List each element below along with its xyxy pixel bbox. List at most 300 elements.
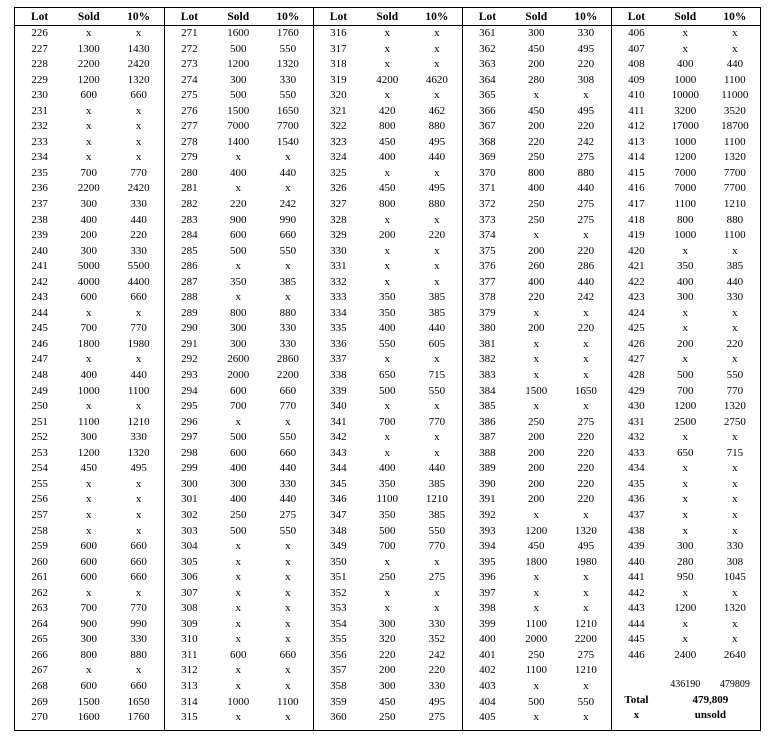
column-header-row: [15, 8, 164, 26]
lot-number-cell: 268: [31, 679, 48, 692]
sold-price-cell: 600: [80, 540, 97, 553]
lot-number-cell: 338: [330, 369, 347, 382]
table-row: [612, 104, 760, 120]
sold-price-cell: x: [682, 617, 688, 630]
table-row: [165, 648, 313, 664]
lot-number-cell: 425: [628, 322, 645, 335]
pct-cell: x: [285, 617, 291, 630]
table-row: [314, 384, 462, 400]
lot-number-cell: 274: [181, 73, 198, 86]
lot-number-cell: 435: [628, 477, 645, 490]
lot-number-cell: 394: [479, 540, 496, 553]
table-row: [612, 26, 760, 42]
sold-price-cell: x: [235, 679, 241, 692]
sold-price-cell: 250: [527, 151, 545, 164]
sold-price-cell: 900: [229, 213, 247, 226]
pct-cell: 1210: [425, 493, 448, 506]
pct-cell: 440: [279, 493, 297, 506]
table-row: [165, 663, 313, 679]
lot-number-cell: 344: [330, 462, 347, 475]
sold-price-cell: 550: [378, 337, 396, 350]
table-row: [314, 119, 462, 135]
lot-number-cell: 290: [181, 322, 198, 335]
sold-price-cell: 220: [378, 648, 396, 661]
sold-price-cell: 1800: [525, 555, 548, 568]
table-row: [463, 570, 611, 586]
table-row: [165, 321, 313, 337]
lot-number-cell: 284: [181, 229, 198, 242]
lot-number-cell: 294: [181, 384, 198, 397]
sold-price-cell: 300: [229, 477, 247, 490]
header-pct: 10%: [574, 11, 598, 23]
lot-number-cell: 319: [330, 73, 347, 86]
pct-cell: x: [135, 135, 142, 148]
lot-number-cell: 427: [628, 353, 645, 366]
lot-number-cell: 365: [479, 89, 496, 102]
sold-price-cell: x: [682, 306, 688, 319]
lot-number-cell: 250: [31, 400, 48, 413]
pct-cell: 1210: [127, 415, 150, 428]
table-row: [15, 290, 164, 306]
sold-price-cell: 800: [229, 306, 247, 319]
pct-cell: 330: [130, 244, 147, 257]
pct-cell: 385: [726, 260, 744, 273]
table-row: [612, 461, 760, 477]
table-row: [15, 461, 164, 477]
header-sold: Sold: [77, 11, 100, 23]
pct-cell: 1650: [127, 695, 150, 708]
sold-price-cell: 250: [229, 508, 247, 521]
table-row: [612, 430, 760, 446]
pct-cell: 660: [279, 384, 297, 397]
pct-cell: 275: [577, 198, 595, 211]
table-row: [15, 555, 164, 571]
sold-price-cell: 1100: [525, 617, 548, 630]
sold-price-cell: 1200: [674, 400, 697, 413]
table-row: [612, 73, 760, 89]
header-pct: 10%: [723, 11, 747, 23]
pct-cell: 660: [130, 89, 147, 102]
pct-cell: x: [285, 602, 291, 615]
table-row: [15, 632, 164, 648]
sold-price-cell: x: [533, 602, 539, 615]
lot-number-cell: 416: [628, 182, 645, 195]
pct-cell: 1760: [127, 711, 150, 724]
sold-price-cell: 1500: [227, 104, 250, 117]
table-row: [612, 524, 760, 540]
sold-price-cell: 700: [378, 540, 396, 553]
table-row: [314, 617, 462, 633]
sold-sum: 436190: [670, 679, 701, 691]
table-row: [463, 197, 611, 213]
lot-number-cell: 363: [479, 58, 496, 71]
lot-number-cell: 367: [479, 120, 496, 133]
table-row: [463, 228, 611, 244]
pct-cell: 440: [428, 462, 446, 475]
lot-number-cell: 389: [479, 462, 496, 475]
lot-number-cell: 252: [31, 431, 48, 444]
table-row: [314, 632, 462, 648]
table-row: [463, 275, 611, 291]
pct-cell: 220: [577, 244, 595, 257]
sold-price-cell: 650: [378, 369, 396, 382]
sold-price-cell: 300: [80, 633, 97, 646]
table-row: [15, 446, 164, 462]
pct-cell: 660: [130, 679, 147, 692]
lot-number-cell: 286: [181, 260, 198, 273]
lot-number-cell: 383: [479, 369, 496, 382]
table-row: [612, 57, 760, 73]
sold-price-cell: 500: [229, 42, 247, 55]
pct-cell: x: [135, 493, 142, 506]
table-row: [463, 166, 611, 182]
pct-cell: x: [434, 89, 440, 102]
lot-number-cell: 349: [330, 540, 347, 553]
table-row: [463, 695, 611, 711]
pct-cell: x: [732, 633, 738, 646]
table-row: [612, 42, 760, 58]
sold-price-cell: 10000: [671, 89, 699, 102]
table-row: [165, 352, 313, 368]
pct-cell: 550: [726, 369, 744, 382]
pct-cell: x: [135, 306, 142, 319]
sold-price-cell: 1000: [674, 229, 697, 242]
sold-price-cell: 700: [676, 384, 694, 397]
table-row: [463, 632, 611, 648]
sold-price-cell: 1600: [227, 27, 250, 39]
lot-number-cell: 289: [181, 306, 198, 319]
pct-cell: x: [732, 42, 738, 55]
lot-number-cell: 292: [181, 353, 198, 366]
pct-cell: 2640: [723, 648, 746, 661]
sold-price-cell: 2400: [674, 648, 697, 661]
pct-cell: 1430: [127, 42, 150, 55]
table-row: [15, 73, 164, 89]
sold-price-cell: 350: [229, 275, 247, 288]
header-lot: Lot: [180, 11, 199, 23]
pct-cell: 550: [279, 89, 297, 102]
table-row: [15, 119, 164, 135]
lot-number-cell: 336: [330, 337, 347, 350]
sold-price-cell: 500: [527, 695, 545, 708]
table-row: [612, 586, 760, 602]
lot-number-cell: 373: [479, 213, 496, 226]
pct-cell: x: [135, 120, 142, 133]
sold-price-cell: 1100: [674, 198, 697, 211]
table-row: [165, 679, 313, 695]
pct-cell: x: [135, 151, 142, 164]
table-row: [314, 135, 462, 151]
sold-price-cell: x: [682, 586, 688, 599]
lot-number-cell: 328: [330, 213, 347, 226]
pct-cell: 880: [428, 120, 446, 133]
pct-cell: 550: [577, 695, 595, 708]
table-row: [314, 88, 462, 104]
sold-price-cell: 1400: [227, 135, 250, 148]
pct-cell: 770: [130, 602, 147, 615]
table-row: [165, 228, 313, 244]
pct-cell: 1100: [724, 73, 746, 86]
column-header-row: [165, 8, 313, 26]
sold-price-cell: x: [85, 135, 92, 148]
lot-number-cell: 270: [31, 711, 48, 724]
sold-price-cell: 320: [378, 633, 396, 646]
lot-number-cell: 235: [31, 166, 48, 179]
pct-cell: x: [583, 353, 589, 366]
pct-cell: 770: [726, 384, 744, 397]
pct-cell: x: [285, 415, 291, 428]
table-row: [15, 384, 164, 400]
table-row: [463, 306, 611, 322]
sold-price-cell: x: [682, 322, 688, 335]
lot-number-cell: 374: [479, 229, 496, 242]
table-row: [15, 477, 164, 493]
table-row: [15, 135, 164, 151]
sold-price-cell: 2200: [77, 182, 100, 195]
table-row: [612, 259, 760, 275]
table-row: [165, 290, 313, 306]
table-row: [314, 259, 462, 275]
sold-price-cell: 280: [676, 555, 694, 568]
pct-cell: 660: [130, 540, 147, 553]
pct-cell: x: [285, 182, 291, 195]
table-row: [165, 539, 313, 555]
pct-cell: 1210: [574, 664, 597, 677]
pct-cell: 4400: [127, 275, 150, 288]
lot-number-cell: 332: [330, 275, 347, 288]
lot-number-cell: 444: [628, 617, 645, 630]
sold-price-cell: 200: [527, 322, 545, 335]
lot-number-cell: 253: [31, 446, 48, 459]
pct-cell: 330: [279, 477, 297, 490]
pct-cell: x: [583, 337, 589, 350]
pct-cell: 220: [577, 58, 595, 71]
sold-price-cell: 2000: [525, 633, 548, 646]
table-row: [463, 446, 611, 462]
pct-cell: 220: [577, 446, 595, 459]
table-row: [314, 42, 462, 58]
sold-price-cell: x: [533, 679, 539, 692]
summary-area: [612, 677, 760, 724]
sold-price-cell: x: [235, 664, 241, 677]
pct-cell: 330: [279, 322, 297, 335]
pct-cell: x: [583, 679, 589, 692]
sold-price-cell: x: [235, 151, 241, 164]
table-row: [15, 508, 164, 524]
sold-price-cell: 420: [378, 104, 396, 117]
pct-cell: 660: [130, 571, 147, 584]
table-row: [314, 415, 462, 431]
sold-price-cell: 650: [676, 446, 694, 459]
lot-number-cell: 249: [31, 384, 48, 397]
lot-number-cell: 307: [181, 586, 198, 599]
pct-cell: 385: [428, 306, 446, 319]
lot-number-cell: 259: [31, 540, 48, 553]
table-row: [612, 415, 760, 431]
table-row: [314, 586, 462, 602]
lot-number-cell: 291: [181, 337, 198, 350]
pct-cell: 242: [577, 135, 595, 148]
sold-price-cell: 200: [527, 120, 545, 133]
lot-number-cell: 301: [181, 493, 198, 506]
sold-price-cell: 700: [80, 322, 97, 335]
pct-cell: 385: [428, 508, 446, 521]
table-row: [612, 197, 760, 213]
table-row: [612, 119, 760, 135]
table-row: [314, 555, 462, 571]
pct-cell: 715: [428, 369, 446, 382]
sold-price-cell: 300: [229, 337, 247, 350]
lot-number-cell: 403: [479, 679, 496, 692]
table-row: [165, 446, 313, 462]
lot-number-cell: 366: [479, 104, 496, 117]
pct-cell: x: [583, 508, 589, 521]
pct-cell: 495: [130, 462, 147, 475]
pct-cell: 1100: [724, 135, 746, 148]
pct-cell: x: [135, 27, 142, 39]
table-row: [612, 352, 760, 368]
table-row: [612, 384, 760, 400]
table-row: [612, 492, 760, 508]
table-row: [165, 508, 313, 524]
sold-price-cell: x: [85, 493, 92, 506]
pct-cell: 495: [428, 695, 446, 708]
pct-cell: x: [434, 213, 440, 226]
sold-price-cell: 2500: [674, 415, 697, 428]
pct-cell: 220: [577, 431, 595, 444]
pct-cell: x: [135, 508, 142, 521]
table-row: [15, 244, 164, 260]
pct-cell: 7700: [723, 166, 746, 179]
pct-cell: 770: [428, 415, 446, 428]
table-row: [612, 508, 760, 524]
table-row: [463, 119, 611, 135]
sold-price-cell: 700: [378, 415, 396, 428]
table-row: [463, 539, 611, 555]
sold-price-cell: 400: [229, 462, 247, 475]
table-row: [612, 135, 760, 151]
lot-number-cell: 323: [330, 135, 347, 148]
sold-price-cell: x: [85, 524, 92, 537]
pct-cell: 880: [279, 306, 297, 319]
table-row: [612, 477, 760, 493]
pct-cell: 220: [726, 337, 744, 350]
sold-price-cell: x: [384, 586, 390, 599]
sold-price-cell: x: [533, 586, 539, 599]
table-row: [15, 26, 164, 42]
lot-number-cell: 296: [181, 415, 198, 428]
sold-price-cell: x: [533, 508, 539, 521]
sold-price-cell: x: [682, 353, 688, 366]
pct-cell: 4620: [425, 73, 448, 86]
lot-number-cell: 398: [479, 602, 496, 615]
pct-cell: 770: [130, 166, 147, 179]
table-row: [612, 368, 760, 384]
lot-number-cell: 360: [330, 711, 347, 724]
pct-cell: 220: [577, 120, 595, 133]
pct-cell: 1980: [127, 337, 150, 350]
pct-cell: 330: [130, 198, 147, 211]
lot-number-cell: 325: [330, 166, 347, 179]
lot-number-cell: 422: [628, 275, 645, 288]
table-row: [15, 213, 164, 229]
sold-price-cell: x: [85, 104, 92, 117]
lot-number-cell: 393: [479, 524, 496, 537]
sold-price-cell: x: [384, 213, 390, 226]
pct-cell: 440: [279, 166, 297, 179]
pct-cell: 990: [279, 213, 297, 226]
sold-price-cell: 200: [527, 462, 545, 475]
sold-price-cell: x: [235, 415, 241, 428]
lot-number-cell: 303: [181, 524, 198, 537]
sold-price-cell: 400: [378, 322, 396, 335]
pct-cell: 18700: [721, 120, 749, 133]
pct-cell: 275: [428, 571, 446, 584]
table-row: [463, 508, 611, 524]
lot-number-cell: 295: [181, 400, 198, 413]
table-row: [314, 461, 462, 477]
lot-number-cell: 326: [330, 182, 347, 195]
pct-cell: 2420: [127, 58, 150, 71]
lot-number-cell: 402: [479, 664, 496, 677]
lot-number-cell: 264: [31, 617, 48, 630]
table-row: [15, 181, 164, 197]
table-row: [612, 213, 760, 229]
sold-price-cell: 300: [676, 291, 694, 304]
sold-price-cell: 1000: [674, 73, 697, 86]
sold-price-cell: x: [384, 555, 390, 568]
lot-number-cell: 311: [181, 648, 198, 661]
sold-price-cell: x: [384, 400, 390, 413]
pct-cell: 7700: [723, 182, 746, 195]
table-row: [612, 632, 760, 648]
sold-price-cell: 400: [676, 58, 694, 71]
legend-key: x: [633, 709, 640, 722]
table-row: [612, 601, 760, 617]
sold-price-cell: 600: [80, 679, 97, 692]
sold-price-cell: 1200: [674, 602, 697, 615]
pct-cell: x: [732, 617, 738, 630]
table-block: [313, 8, 462, 730]
pct-cell: 495: [577, 104, 595, 117]
lot-number-cell: 275: [181, 89, 198, 102]
pct-cell: 1100: [127, 384, 150, 397]
table-row: [463, 415, 611, 431]
sold-price-cell: x: [682, 42, 688, 55]
pct-cell: 220: [428, 229, 446, 242]
lot-number-cell: 244: [31, 306, 48, 319]
lot-number-cell: 368: [479, 135, 496, 148]
table-row: [463, 104, 611, 120]
sold-price-cell: x: [384, 275, 390, 288]
sold-price-cell: 700: [229, 400, 247, 413]
sold-price-cell: 700: [80, 602, 97, 615]
table-row: [15, 275, 164, 291]
sold-price-cell: 7000: [227, 120, 250, 133]
pct-cell: x: [732, 493, 738, 506]
pct-cell: 770: [279, 400, 297, 413]
sold-price-cell: x: [384, 58, 390, 71]
sold-price-cell: 400: [527, 182, 545, 195]
pct-cell: x: [285, 586, 291, 599]
sold-price-cell: x: [384, 27, 390, 39]
lot-number-cell: 255: [31, 477, 48, 490]
table-row: [612, 337, 760, 353]
sold-price-cell: x: [235, 555, 241, 568]
sold-price-cell: 2200: [77, 58, 100, 71]
pct-cell: 275: [279, 508, 297, 521]
table-row: [15, 368, 164, 384]
